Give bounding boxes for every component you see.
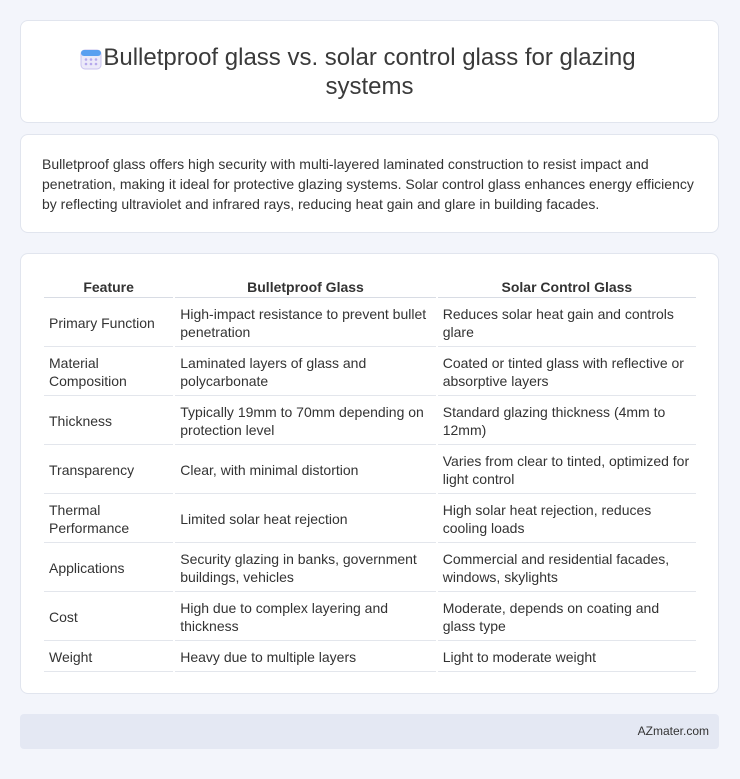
row-solar-control: Moderate, depends on coating and glass type	[438, 594, 696, 641]
row-bulletproof: High-impact resistance to prevent bullet penetration	[175, 300, 435, 347]
row-feature: Weight	[44, 643, 173, 672]
row-feature: Transparency	[44, 447, 173, 494]
row-bulletproof: Limited solar heat rejection	[175, 496, 435, 543]
row-feature: Thickness	[44, 398, 173, 445]
row-feature: Cost	[44, 594, 173, 641]
table-row	[44, 349, 696, 396]
footer-brand-link[interactable]: AZmater.com	[637, 724, 709, 738]
header-feature: Feature	[44, 277, 173, 298]
row-bulletproof: Heavy due to multiple layers	[175, 643, 435, 672]
table-row	[44, 545, 696, 592]
header-solar-control: Solar Control Glass	[438, 277, 696, 298]
row-solar-control: Coated or tinted glass with reflective or absorptive layers	[438, 349, 696, 396]
table-row	[44, 643, 696, 672]
row-bulletproof: Typically 19mm to 70mm depending on protection level	[175, 398, 435, 445]
row-solar-control: High solar heat rejection, reduces cooling loads	[438, 496, 696, 543]
row-solar-control: Light to moderate weight	[438, 643, 696, 672]
title-card	[20, 20, 719, 123]
footer	[20, 714, 719, 749]
comparison-table	[42, 275, 698, 674]
row-feature: Applications	[44, 545, 173, 592]
row-bulletproof: Laminated layers of glass and polycarbonate	[175, 349, 435, 396]
table-row	[44, 300, 696, 347]
row-feature: Thermal Performance	[44, 496, 173, 543]
row-solar-control: Reduces solar heat gain and controls glare	[438, 300, 696, 347]
row-feature: Primary Function	[44, 300, 173, 347]
page-title: Bulletproof glass vs. solar control glass for glazing systems	[103, 44, 636, 100]
row-feature: Material Composition	[44, 349, 173, 396]
intro-card	[20, 134, 719, 233]
row-bulletproof: Clear, with minimal distortion	[175, 447, 435, 494]
table-row	[44, 594, 696, 641]
row-bulletproof: High due to complex layering and thickness	[175, 594, 435, 641]
table-header-row	[44, 277, 696, 298]
intro-text: Bulletproof glass offers high security with multi-layered laminated construction to resist impact and penetration, making it ideal for protective glazing systems. Solar control glass enhances energy efficiency by reflecting ultraviolet and infrared rays, reducing heat gain and glare in building facades.	[42, 156, 694, 212]
header-bulletproof: Bulletproof Glass	[175, 277, 435, 298]
row-solar-control: Commercial and residential facades, windows, skylights	[438, 545, 696, 592]
table-row	[44, 447, 696, 494]
row-solar-control: Standard glazing thickness (4mm to 12mm)	[438, 398, 696, 445]
row-solar-control: Varies from clear to tinted, optimized for light control	[438, 447, 696, 494]
comparison-card	[20, 253, 719, 694]
table-row	[44, 398, 696, 445]
row-bulletproof: Security glazing in banks, government buildings, vehicles	[175, 545, 435, 592]
table-row	[44, 496, 696, 543]
